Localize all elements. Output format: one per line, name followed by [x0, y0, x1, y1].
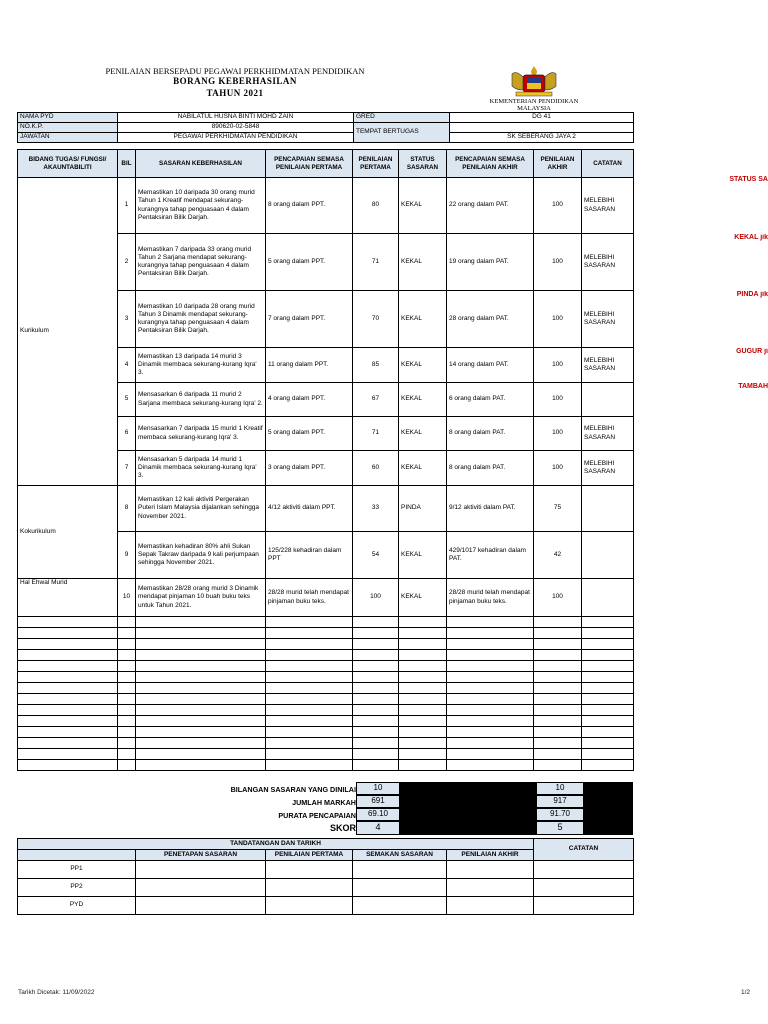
row-number: 9: [118, 532, 136, 579]
empty-cell: [118, 683, 136, 694]
empty-cell: [18, 683, 118, 694]
empty-cell: [447, 694, 534, 705]
empty-cell: [353, 727, 399, 738]
empty-cell: [118, 628, 136, 639]
empty-cell: [582, 694, 634, 705]
empty-cell: [118, 617, 136, 628]
summary-count-pp1: 10: [356, 782, 400, 795]
position-value: PEGAWAI PERKHIDMATAN PENDIDIKAN: [118, 133, 354, 143]
summary-total-label: JUMLAH MARKAH: [292, 798, 356, 807]
first-mark: 70: [353, 291, 399, 348]
empty-row: [18, 683, 634, 694]
empty-cell: [582, 705, 634, 716]
signature-cell: [534, 861, 634, 879]
row-number: 7: [118, 451, 136, 486]
sig-row-pp2: PP2: [18, 879, 136, 897]
summary-black-block: [584, 782, 633, 835]
target-status: KEKAL: [399, 579, 447, 617]
empty-cell: [266, 650, 353, 661]
empty-cell: [534, 639, 582, 650]
final-mark: 100: [534, 234, 582, 291]
final-mark: 100: [534, 417, 582, 451]
empty-cell: [353, 661, 399, 672]
signature-cell: [447, 879, 534, 897]
side-note: GUGUR ji: [736, 348, 768, 355]
final-mark: 100: [534, 383, 582, 417]
summary-score-akhir: 5: [536, 821, 584, 835]
signature-cell: [136, 897, 266, 915]
first-mark: 85: [353, 348, 399, 383]
empty-cell: [447, 705, 534, 716]
empty-cell: [353, 650, 399, 661]
empty-cell: [399, 727, 447, 738]
target-status: KEKAL: [399, 383, 447, 417]
row-remark: MELEBIHI SASARAN: [582, 291, 634, 348]
row-remark: MELEBIHI SASARAN: [582, 234, 634, 291]
empty-cell: [447, 628, 534, 639]
empty-cell: [18, 760, 118, 771]
empty-cell: [353, 617, 399, 628]
empty-cell: [399, 716, 447, 727]
target-text: Memastikan 13 daripada 14 murid 3 Dinamik membaca sekurang-kurang Iqra' 3.: [136, 348, 266, 383]
empty-cell: [399, 617, 447, 628]
empty-cell: [18, 617, 118, 628]
empty-cell: [18, 749, 118, 760]
empty-cell: [399, 650, 447, 661]
empty-cell: [266, 628, 353, 639]
sig-col-akhir: PENILAIAN AKHIR: [447, 850, 534, 861]
target-text: Memastikan 7 daripada 33 orang murid Tahun 2 Sarjana mendapat sekurang-kurangnya tahap penguasaan 4 dalam Pentaksiran Bilik Darjah.: [136, 234, 266, 291]
empty-cell: [582, 749, 634, 760]
first-mark: 54: [353, 532, 399, 579]
target-status: KEKAL: [399, 178, 447, 234]
summary-total-pp1: 691: [356, 795, 400, 808]
empty-row: [18, 738, 634, 749]
row-remark: [582, 486, 634, 532]
empty-cell: [582, 639, 634, 650]
col-header-sasaran: SASARAN KEBERHASILAN: [136, 150, 266, 178]
empty-cell: [534, 628, 582, 639]
empty-cell: [266, 705, 353, 716]
summary-average-pp1: 69.10: [356, 808, 400, 821]
name-label: NAMA PYD: [18, 113, 118, 123]
empty-row: [18, 672, 634, 683]
empty-cell: [136, 716, 266, 727]
empty-cell: [266, 738, 353, 749]
empty-cell: [353, 683, 399, 694]
profile-table: [17, 112, 634, 143]
empty-cell: [399, 749, 447, 760]
empty-cell: [136, 727, 266, 738]
empty-cell: [136, 694, 266, 705]
signature-notes-header: CATATAN: [534, 839, 634, 861]
empty-cell: [447, 727, 534, 738]
final-achievement: 6 orang dalam PAT.: [447, 383, 534, 417]
empty-cell: [353, 672, 399, 683]
col-header-bidang: BIDANG TUGAS/ FUNGSI/ AKAUNTABILITI: [18, 150, 118, 178]
empty-cell: [266, 683, 353, 694]
empty-cell: [353, 716, 399, 727]
target-text: Mensasarkan 6 daripada 11 murid 2 Sarjana membaca sekurang-kurang Iqra' 2.: [136, 383, 266, 417]
empty-row: [18, 617, 634, 628]
final-mark: 100: [534, 451, 582, 486]
empty-cell: [118, 650, 136, 661]
first-mark: 67: [353, 383, 399, 417]
empty-cell: [399, 639, 447, 650]
target-status: PINDA: [399, 486, 447, 532]
final-mark: 42: [534, 532, 582, 579]
col-header-catatan: CATATAN: [582, 150, 634, 178]
row-number: 1: [118, 178, 136, 234]
empty-cell: [136, 628, 266, 639]
first-mark: 80: [353, 178, 399, 234]
row-remark: MELEBIHI SASARAN: [582, 178, 634, 234]
row-number: 4: [118, 348, 136, 383]
final-mark: 100: [534, 348, 582, 383]
row-remark: MELEBIHI SASARAN: [582, 451, 634, 486]
grade-label: GRED: [354, 113, 450, 123]
empty-cell: [136, 661, 266, 672]
row-remark: [582, 383, 634, 417]
summary-average-akhir: 91.70: [536, 808, 584, 821]
first-achievement: 5 orang dalam PPT.: [266, 417, 353, 451]
signature-cell: [353, 897, 447, 915]
empty-row: [18, 716, 634, 727]
empty-row: [18, 650, 634, 661]
empty-cell: [582, 738, 634, 749]
empty-cell: [136, 738, 266, 749]
target-text: Mensasarkan 5 daripada 14 murid 1 Dinamik membaca sekurang-kurang Iqra' 3.: [136, 451, 266, 486]
empty-cell: [118, 738, 136, 749]
print-date: Tarikh Dicetak: 11/09/2022: [18, 989, 95, 996]
row-remark: MELEBIHI SASARAN: [582, 417, 634, 451]
empty-cell: [447, 661, 534, 672]
empty-cell: [353, 705, 399, 716]
empty-cell: [534, 716, 582, 727]
empty-cell: [399, 738, 447, 749]
targets-table: [17, 149, 634, 771]
empty-cell: [447, 760, 534, 771]
empty-cell: [18, 727, 118, 738]
empty-cell: [18, 650, 118, 661]
empty-cell: [18, 672, 118, 683]
empty-cell: [136, 760, 266, 771]
final-mark: 100: [534, 291, 582, 348]
empty-row: [18, 639, 634, 650]
first-mark: 100: [353, 579, 399, 617]
empty-cell: [353, 749, 399, 760]
row-remark: [582, 579, 634, 617]
signature-cell: [266, 897, 353, 915]
empty-row: [18, 661, 634, 672]
first-mark: 33: [353, 486, 399, 532]
signature-cell: [353, 879, 447, 897]
row-number: 3: [118, 291, 136, 348]
empty-cell: [136, 650, 266, 661]
sig-col-pertama: PENILAIAN PERTAMA: [266, 850, 353, 861]
target-text: Memastikan 10 daripada 28 orang murid Tahun 3 Dinamik mendapat sekurang-kurangnya tahap penguasaan 4 dalam Pentaksiran Bilik Darjah.: [136, 291, 266, 348]
empty-cell: [447, 639, 534, 650]
workplace-label: TEMPAT BERTUGAS: [354, 123, 450, 143]
final-achievement: 22 orang dalam PAT.: [447, 178, 534, 234]
empty-cell: [534, 727, 582, 738]
first-achievement: 125/228 kehadiran dalam PPT: [266, 532, 353, 579]
empty-cell: [136, 749, 266, 760]
empty-cell: [136, 617, 266, 628]
empty-cell: [353, 738, 399, 749]
signature-cell: [266, 861, 353, 879]
grade-value: DG 41: [450, 113, 634, 123]
final-achievement: 14 orang dalam PAT.: [447, 348, 534, 383]
position-label: JAWATAN: [18, 133, 118, 143]
empty-cell: [118, 716, 136, 727]
signature-cell: [447, 861, 534, 879]
empty-cell: [447, 738, 534, 749]
empty-cell: [266, 639, 353, 650]
first-achievement: 11 orang dalam PPT.: [266, 348, 353, 383]
empty-cell: [18, 705, 118, 716]
empty-cell: [266, 760, 353, 771]
first-mark: 71: [353, 417, 399, 451]
final-achievement: 8 orang dalam PAT.: [447, 451, 534, 486]
empty-cell: [534, 760, 582, 771]
empty-cell: [399, 705, 447, 716]
empty-cell: [399, 661, 447, 672]
empty-cell: [582, 650, 634, 661]
empty-cell: [118, 760, 136, 771]
signature-cell: [266, 879, 353, 897]
side-note: TAMBAH: [738, 383, 768, 390]
empty-cell: [582, 617, 634, 628]
empty-cell: [534, 672, 582, 683]
empty-cell: [118, 727, 136, 738]
empty-cell: [266, 727, 353, 738]
signature-cell: [534, 897, 634, 915]
empty-cell: [136, 672, 266, 683]
empty-cell: [266, 661, 353, 672]
first-achievement: 3 orang dalam PPT.: [266, 451, 353, 486]
empty-cell: [447, 650, 534, 661]
empty-row: [18, 727, 634, 738]
empty-row: [18, 749, 634, 760]
empty-cell: [18, 628, 118, 639]
side-note: KEKAL jik: [734, 234, 768, 241]
col-header-status: STATUS SASARAN: [399, 150, 447, 178]
empty-cell: [118, 694, 136, 705]
empty-cell: [266, 617, 353, 628]
empty-cell: [582, 716, 634, 727]
final-mark: 100: [534, 178, 582, 234]
col-header-bil: BIL: [118, 150, 136, 178]
signature-cell: [447, 897, 534, 915]
empty-cell: [18, 639, 118, 650]
table-row: [18, 579, 634, 617]
empty-cell: [447, 716, 534, 727]
empty-cell: [534, 749, 582, 760]
empty-cell: [582, 672, 634, 683]
empty-cell: [353, 694, 399, 705]
first-achievement: 5 orang dalam PPT.: [266, 234, 353, 291]
empty-cell: [266, 749, 353, 760]
empty-cell: [136, 705, 266, 716]
empty-cell: [447, 617, 534, 628]
first-achievement: 4 orang dalam PPT.: [266, 383, 353, 417]
empty-cell: [582, 661, 634, 672]
form-year: TAHUN 2021: [206, 88, 264, 98]
empty-cell: [266, 694, 353, 705]
ic-label: NO.K.P.: [18, 123, 118, 133]
empty-cell: [534, 650, 582, 661]
empty-cell: [582, 628, 634, 639]
final-mark: 75: [534, 486, 582, 532]
empty-cell: [136, 683, 266, 694]
empty-cell: [447, 672, 534, 683]
workplace-value: SK SEBERANG JAYA 2: [450, 133, 634, 143]
group-kurikulum: Kurikulum: [18, 178, 118, 486]
row-remark: [582, 532, 634, 579]
signature-table: [17, 838, 634, 915]
empty-cell: [118, 749, 136, 760]
empty-cell: [582, 727, 634, 738]
target-status: KEKAL: [399, 417, 447, 451]
empty-cell: [399, 628, 447, 639]
signature-cell: [136, 879, 266, 897]
target-status: KEKAL: [399, 348, 447, 383]
summary-average-label: PURATA PENCAPAIAN: [278, 811, 356, 820]
ministry-country: MALAYSIA: [517, 105, 551, 112]
target-text: Memastikan 12 kali aktiviti Pergerakan Puteri Islam Malaysia dijalankan sehingga November 2021.: [136, 486, 266, 532]
first-achievement: 8 orang dalam PPT.: [266, 178, 353, 234]
empty-cell: [447, 683, 534, 694]
malaysia-crest-logo: [506, 64, 562, 98]
empty-cell: [399, 694, 447, 705]
empty-cell: [582, 683, 634, 694]
signature-cell: [353, 861, 447, 879]
name-value: NABILATUL HUSNA BINTI MOHD ZAIN: [118, 113, 354, 123]
empty-cell: [399, 683, 447, 694]
target-status: KEKAL: [399, 291, 447, 348]
final-achievement: 28/28 murid telah mendapat pinjaman buku teks.: [447, 579, 534, 617]
empty-cell: [534, 705, 582, 716]
target-status: KEKAL: [399, 451, 447, 486]
empty-cell: [353, 760, 399, 771]
form-title: BORANG KEBERHASILAN: [173, 76, 297, 86]
target-text: Memastikan kehadiran 80% ahli Sukan Sepak Takraw daripada 9 kali perjumpaan sehingga November 2021.: [136, 532, 266, 579]
sig-col-semakan: SEMAKAN SASARAN: [353, 850, 447, 861]
first-achievement: 4/12 aktiviti dalam PPT.: [266, 486, 353, 532]
row-number: 8: [118, 486, 136, 532]
empty-cell: [534, 738, 582, 749]
side-note: PINDA jik: [736, 291, 768, 298]
final-achievement: 429/1017 kehadiran dalam PAT.: [447, 532, 534, 579]
empty-cell: [18, 694, 118, 705]
sig-col-penetapan: PENETAPAN SASARAN: [136, 850, 266, 861]
col-header-pp1: PENCAPAIAN SEMASA PENILAIAN PERTAMA: [266, 150, 353, 178]
signature-cell: [534, 879, 634, 897]
final-mark: 100: [534, 579, 582, 617]
group-kokurikulum: Kokurikulum: [18, 486, 118, 579]
first-mark: 71: [353, 234, 399, 291]
summary-score-pp1: 4: [356, 821, 400, 835]
empty-cell: [118, 672, 136, 683]
first-achievement: 7 orang dalam PPT.: [266, 291, 353, 348]
empty-cell: [353, 628, 399, 639]
empty-cell: [118, 639, 136, 650]
empty-row: [18, 628, 634, 639]
empty-cell: [534, 617, 582, 628]
row-number: 6: [118, 417, 136, 451]
table-row: [18, 486, 634, 532]
empty-cell: [266, 672, 353, 683]
summary-count-akhir: 10: [536, 782, 584, 795]
empty-cell: [534, 683, 582, 694]
form-heading-line1: PENILAIAN BERSEPADU PEGAWAI PERKHIDMATAN PENDIDIKAN: [105, 66, 365, 76]
empty-cell: [353, 639, 399, 650]
empty-row: [18, 705, 634, 716]
empty-cell: [399, 672, 447, 683]
target-text: Memastikan 28/28 orang murid 3 Dinamik mendapat pinjaman 10 buah buku teks untuk Tahun 2021.: [136, 579, 266, 617]
side-note: STATUS SA: [729, 176, 768, 183]
row-remark: MELEBIHI SASARAN: [582, 348, 634, 383]
row-number: 2: [118, 234, 136, 291]
sig-row-pp1: PP1: [18, 861, 136, 879]
final-achievement: 8 orang dalam PAT.: [447, 417, 534, 451]
empty-cell: [582, 760, 634, 771]
empty-row: [18, 694, 634, 705]
summary-black-block: [400, 782, 536, 835]
ic-value: 890620-02-5848: [118, 123, 354, 133]
empty-cell: [266, 716, 353, 727]
signature-title: TANDATANGAN DAN TARIKH: [18, 839, 534, 850]
sig-row-pyd: PYD: [18, 897, 136, 915]
col-header-akhir: PENCAPAIAN SEMASA PENILAIAN AKHIR: [447, 150, 534, 178]
empty-cell: [18, 738, 118, 749]
table-row: [18, 178, 634, 234]
final-achievement: 9/12 aktiviti dalam PAT.: [447, 486, 534, 532]
summary-score-label: SKOR: [329, 823, 356, 833]
row-number: 5: [118, 383, 136, 417]
empty-cell: [18, 661, 118, 672]
empty-cell: [18, 716, 118, 727]
target-text: Memastikan 10 daripada 30 orang murid Tahun 1 Kreatif mendapat sekurang-kurangnya tahap penguasaan 4 dalam Pentaksiran Bilik Darjah.: [136, 178, 266, 234]
ministry-name: KEMENTERIAN PENDIDIKAN: [489, 98, 579, 105]
empty-cell: [447, 749, 534, 760]
first-mark: 60: [353, 451, 399, 486]
summary-total-akhir: 917: [536, 795, 584, 808]
empty-cell: [118, 705, 136, 716]
empty-cell: [136, 639, 266, 650]
col-header-pp1-mark: PENILAIAN PERTAMA: [353, 150, 399, 178]
empty-cell: [118, 661, 136, 672]
empty-cell: [534, 694, 582, 705]
empty-cell: [399, 760, 447, 771]
target-status: KEKAL: [399, 532, 447, 579]
group-hal-ehwal-murid: Hal Ehwal Murid: [18, 579, 118, 617]
empty-cell: [534, 661, 582, 672]
target-text: Mensasarkan 7 daripada 15 murid 1 Kreatif membaca sekurang-kurang Iqra' 3.: [136, 417, 266, 451]
final-achievement: 19 orang dalam PAT.: [447, 234, 534, 291]
signature-cell: [136, 861, 266, 879]
first-achievement: 28/28 murid telah mendapat pinjaman buku teks.: [266, 579, 353, 617]
empty-row: [18, 760, 634, 771]
final-achievement: 28 orang dalam PAT.: [447, 291, 534, 348]
summary-count-label: BILANGAN SASARAN YANG DINILAI: [230, 785, 356, 794]
row-number: 10: [118, 579, 136, 617]
col-header-akhir-mark: PENILAIAN AKHIR: [534, 150, 582, 178]
target-status: KEKAL: [399, 234, 447, 291]
page-number: 1/2: [740, 989, 750, 996]
